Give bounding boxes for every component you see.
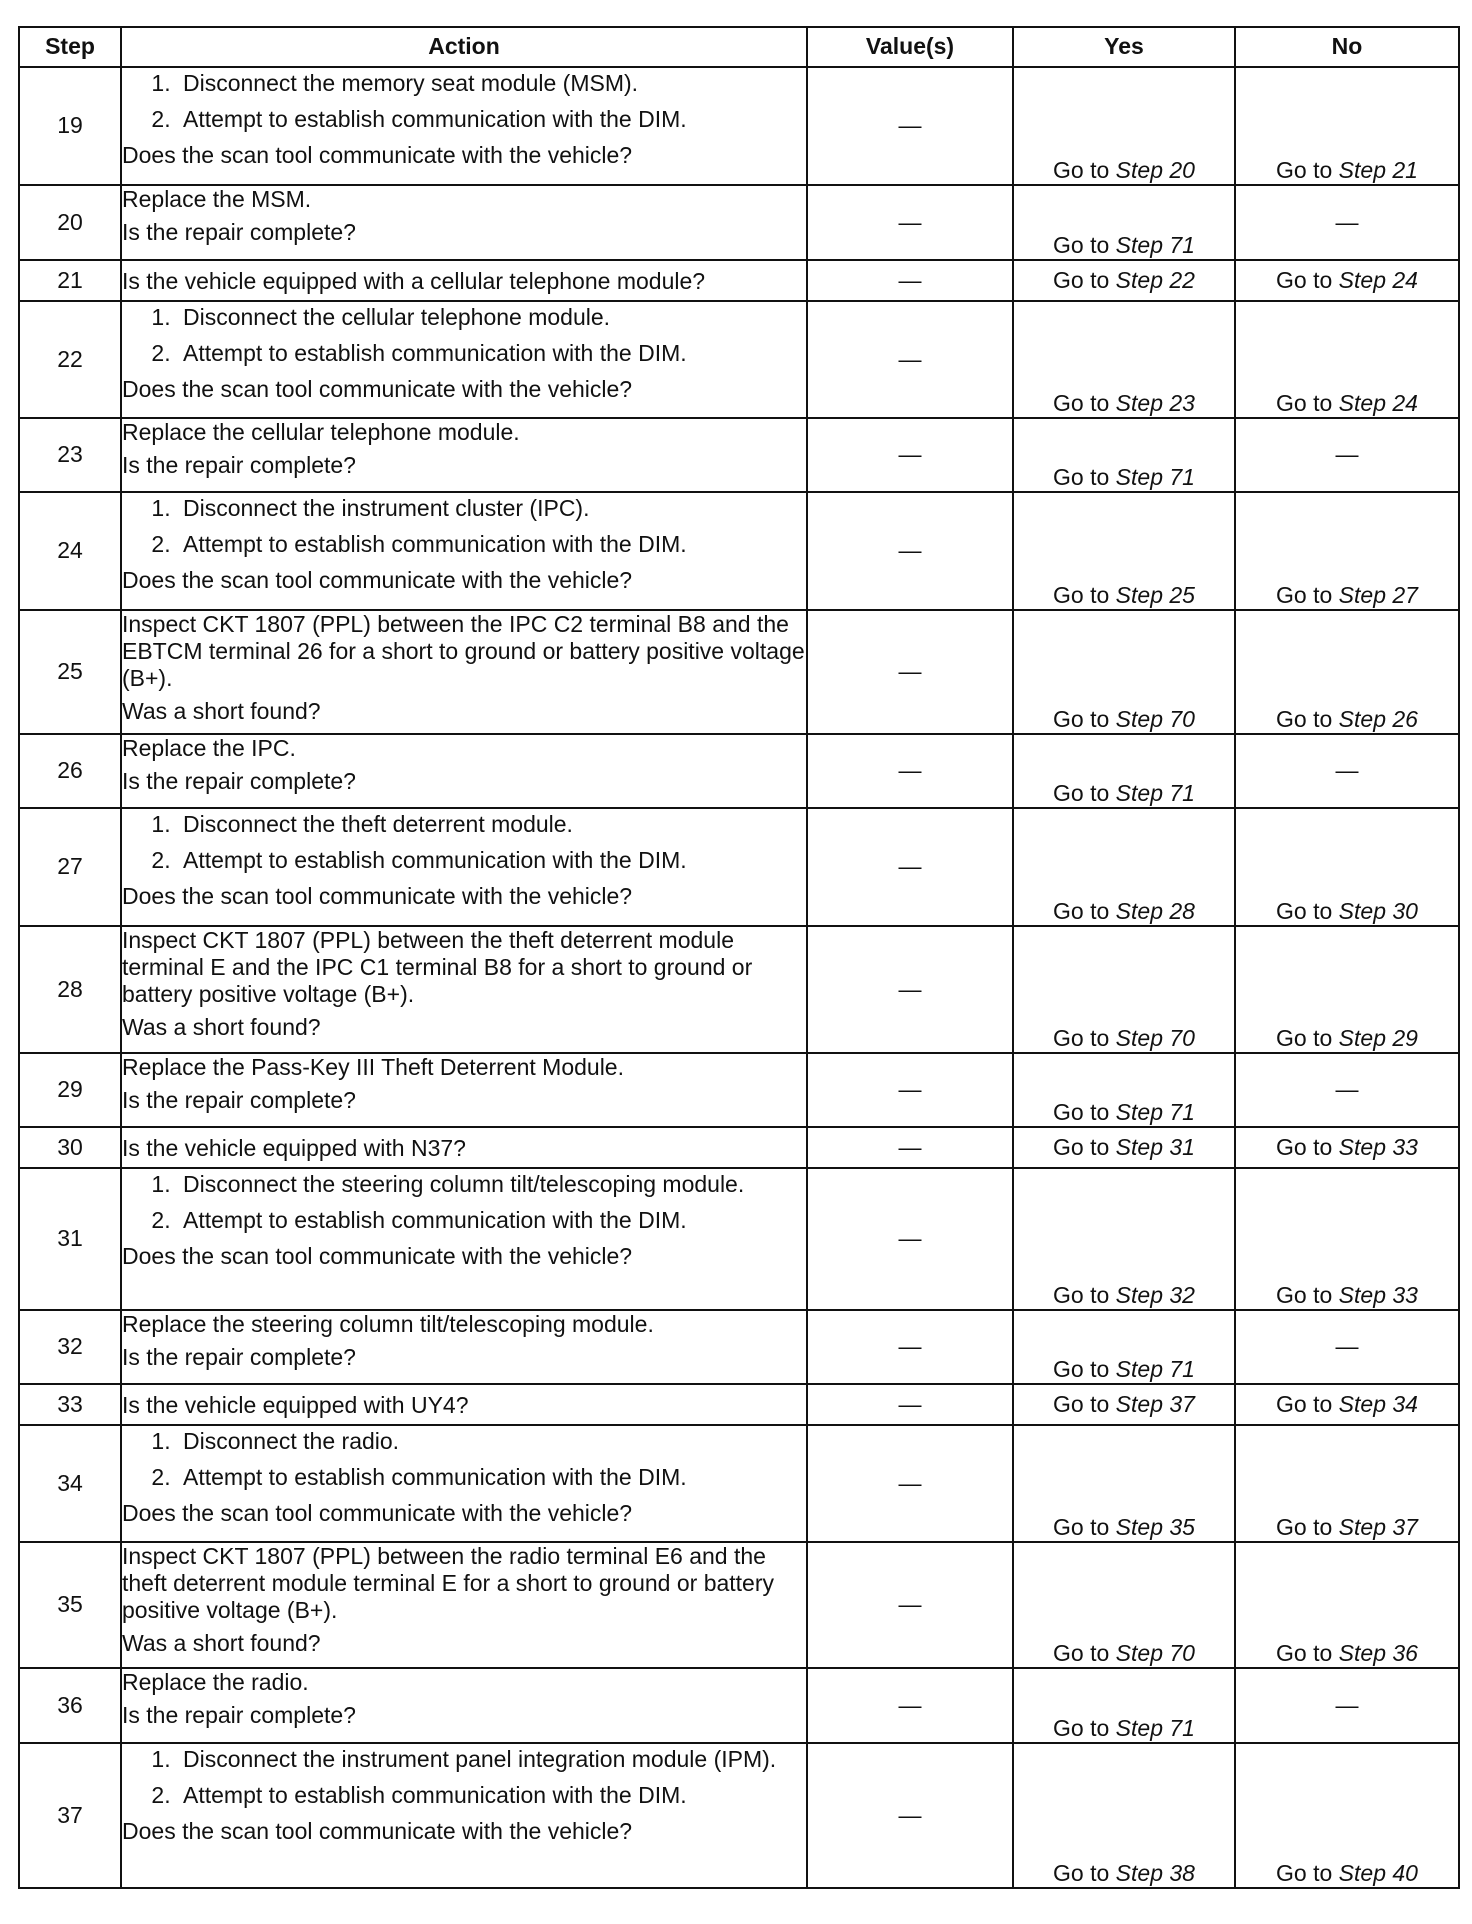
go-to-label: Go to	[1053, 705, 1116, 732]
go-to-label: Go to	[1276, 266, 1339, 293]
value-cell	[807, 1053, 1013, 1127]
header-yes: Yes	[1013, 27, 1235, 67]
action-text: Inspect CKT 1807 (PPL) between the radio terminal E6 and the theft deterrent module terminal E for a short to ground or battery positive voltage (B+).	[122, 1543, 775, 1624]
value-cell	[807, 260, 1013, 301]
action-step: 1. Disconnect the memory seat module (MSM).	[177, 70, 806, 97]
yes-step-ref: Step 28	[1115, 897, 1195, 924]
yes-step-ref: Step 20	[1115, 156, 1195, 183]
yes-step-ref: Step 37	[1115, 1390, 1195, 1417]
value-cell	[807, 185, 1013, 260]
yes-step-ref: Step 32	[1115, 1281, 1195, 1308]
no-step-ref: Step 26	[1338, 705, 1418, 732]
action-cell	[121, 260, 807, 301]
yes-cell	[1013, 1425, 1235, 1542]
go-to-label: Go to	[1053, 231, 1116, 258]
step-number: 19	[19, 67, 121, 185]
action-cell	[121, 1168, 807, 1310]
go-to-label: Go to	[1276, 1281, 1339, 1308]
action-question: Was a short found?	[122, 698, 321, 725]
yes-step-ref: Step 25	[1115, 581, 1195, 608]
go-to-label: Go to	[1053, 1355, 1116, 1382]
go-to-label: Go to	[1053, 1281, 1116, 1308]
action-steps-list	[122, 495, 806, 558]
no-cell	[1235, 260, 1459, 301]
value-dash: —	[898, 441, 922, 468]
yes-cell	[1013, 1053, 1235, 1127]
action-cell	[121, 492, 807, 610]
action-steps-list	[122, 1746, 806, 1809]
table-row	[19, 301, 1459, 418]
go-to-label: Go to	[1276, 1859, 1339, 1886]
action-text: Replace the radio.	[122, 1669, 309, 1695]
table-row	[19, 67, 1459, 185]
yes-cell	[1013, 260, 1235, 301]
no-step-ref: Step 34	[1338, 1390, 1418, 1417]
action-question: Is the vehicle equipped with a cellular telephone module?	[122, 267, 706, 294]
action-cell	[121, 1743, 807, 1888]
go-to-label: Go to	[1053, 1024, 1116, 1051]
table-row	[19, 926, 1459, 1053]
action-cell	[121, 610, 807, 734]
action-text: Replace the IPC.	[122, 735, 296, 761]
value-cell	[807, 301, 1013, 418]
go-to-label: Go to	[1053, 1133, 1116, 1160]
table-row	[19, 1425, 1459, 1542]
no-cell	[1235, 301, 1459, 418]
yes-step-ref: Step 70	[1115, 705, 1195, 732]
action-step: 1. Disconnect the steering column tilt/telescoping module.	[177, 1171, 806, 1198]
no-step-ref: Step 40	[1338, 1859, 1418, 1886]
yes-cell	[1013, 418, 1235, 492]
action-question: Is the repair complete?	[122, 219, 356, 246]
yes-cell	[1013, 67, 1235, 185]
step-number: 37	[19, 1743, 121, 1888]
yes-cell	[1013, 610, 1235, 734]
value-dash: —	[898, 757, 922, 784]
no-cell	[1235, 418, 1459, 492]
no-cell	[1235, 1168, 1459, 1310]
go-to-label: Go to	[1053, 463, 1116, 490]
no-dash: —	[1335, 1691, 1359, 1718]
no-step-ref: Step 33	[1338, 1133, 1418, 1160]
action-question: Does the scan tool communicate with the vehicle?	[122, 1243, 633, 1270]
yes-cell	[1013, 1310, 1235, 1384]
no-dash: —	[1335, 441, 1359, 468]
action-question: Was a short found?	[122, 1630, 321, 1657]
no-step-ref: Step 24	[1338, 266, 1418, 293]
yes-step-ref: Step 71	[1115, 1714, 1195, 1741]
value-dash: —	[898, 658, 922, 685]
yes-cell	[1013, 301, 1235, 418]
yes-step-ref: Step 23	[1115, 389, 1195, 416]
value-cell	[807, 1384, 1013, 1425]
go-to-label: Go to	[1053, 1513, 1116, 1540]
value-cell	[807, 1168, 1013, 1310]
no-dash: —	[1335, 1333, 1359, 1360]
action-cell	[121, 1425, 807, 1542]
step-number: 31	[19, 1168, 121, 1310]
go-to-label: Go to	[1276, 389, 1339, 416]
step-number: 25	[19, 610, 121, 734]
step-number: 23	[19, 418, 121, 492]
value-cell	[807, 1127, 1013, 1168]
header-row	[19, 27, 1459, 67]
go-to-label: Go to	[1276, 1639, 1339, 1666]
go-to-label: Go to	[1053, 1098, 1116, 1125]
action-cell	[121, 1127, 807, 1168]
action-question: Does the scan tool communicate with the vehicle?	[122, 883, 633, 910]
yes-step-ref: Step 71	[1115, 231, 1195, 258]
action-question: Is the vehicle equipped with N37?	[122, 1134, 466, 1161]
no-cell	[1235, 1668, 1459, 1743]
yes-step-ref: Step 71	[1115, 463, 1195, 490]
table-row	[19, 1168, 1459, 1310]
value-dash: —	[898, 1801, 922, 1828]
action-cell	[121, 1310, 807, 1384]
action-step: 2. Attempt to establish communication with the DIM.	[177, 106, 806, 133]
yes-cell	[1013, 492, 1235, 610]
yes-step-ref: Step 22	[1115, 266, 1195, 293]
go-to-label: Go to	[1053, 581, 1116, 608]
action-question: Was a short found?	[122, 1014, 321, 1041]
action-cell	[121, 808, 807, 926]
go-to-label: Go to	[1276, 705, 1339, 732]
yes-cell	[1013, 1168, 1235, 1310]
action-cell	[121, 1053, 807, 1127]
no-dash: —	[1335, 208, 1359, 235]
value-dash: —	[898, 345, 922, 372]
yes-cell	[1013, 185, 1235, 260]
action-question: Does the scan tool communicate with the vehicle?	[122, 1500, 633, 1527]
action-step: 2. Attempt to establish communication with the DIM.	[177, 340, 806, 367]
no-cell	[1235, 492, 1459, 610]
go-to-label: Go to	[1053, 1714, 1116, 1741]
yes-step-ref: Step 71	[1115, 779, 1195, 806]
step-number: 22	[19, 301, 121, 418]
value-dash: —	[898, 975, 922, 1002]
no-cell	[1235, 1310, 1459, 1384]
table-body	[19, 67, 1459, 1888]
table-row	[19, 492, 1459, 610]
action-steps-list	[122, 811, 806, 874]
value-dash: —	[898, 1225, 922, 1252]
action-cell	[121, 734, 807, 808]
action-text: Replace the Pass-Key III Theft Deterrent Module.	[122, 1054, 624, 1080]
action-question: Is the repair complete?	[122, 1702, 356, 1729]
action-steps-list	[122, 304, 806, 367]
no-dash: —	[1335, 1076, 1359, 1103]
yes-cell	[1013, 734, 1235, 808]
yes-cell	[1013, 1743, 1235, 1888]
yes-cell	[1013, 926, 1235, 1053]
step-number: 24	[19, 492, 121, 610]
table-row	[19, 1668, 1459, 1743]
no-cell	[1235, 734, 1459, 808]
table-row	[19, 1743, 1459, 1888]
go-to-label: Go to	[1053, 156, 1116, 183]
value-dash: —	[898, 208, 922, 235]
step-number: 21	[19, 260, 121, 301]
go-to-label: Go to	[1053, 1859, 1116, 1886]
action-step: 1. Disconnect the instrument panel integration module (IPM).	[177, 1746, 806, 1773]
no-cell	[1235, 610, 1459, 734]
value-dash: —	[898, 1591, 922, 1618]
step-number: 33	[19, 1384, 121, 1425]
action-cell	[121, 301, 807, 418]
table-row	[19, 1384, 1459, 1425]
action-cell	[121, 926, 807, 1053]
no-step-ref: Step 33	[1338, 1281, 1418, 1308]
action-question: Is the repair complete?	[122, 1087, 356, 1114]
action-question: Does the scan tool communicate with the vehicle?	[122, 567, 633, 594]
value-cell	[807, 926, 1013, 1053]
no-step-ref: Step 37	[1338, 1513, 1418, 1540]
value-dash: —	[898, 1333, 922, 1360]
action-question: Is the repair complete?	[122, 452, 356, 479]
value-cell	[807, 610, 1013, 734]
value-dash: —	[898, 1469, 922, 1496]
no-cell	[1235, 1542, 1459, 1668]
go-to-label: Go to	[1276, 1390, 1339, 1417]
value-dash: —	[898, 1390, 922, 1417]
action-question: Is the repair complete?	[122, 1344, 356, 1371]
value-dash: —	[898, 853, 922, 880]
yes-step-ref: Step 31	[1115, 1133, 1195, 1160]
value-cell	[807, 67, 1013, 185]
value-dash: —	[898, 1133, 922, 1160]
no-cell	[1235, 1053, 1459, 1127]
no-cell	[1235, 67, 1459, 185]
go-to-label: Go to	[1053, 1639, 1116, 1666]
yes-cell	[1013, 1542, 1235, 1668]
action-question: Does the scan tool communicate with the vehicle?	[122, 142, 633, 169]
no-step-ref: Step 24	[1338, 389, 1418, 416]
table-row	[19, 1053, 1459, 1127]
action-text: Inspect CKT 1807 (PPL) between the IPC C2 terminal B8 and the EBTCM terminal 26 for a short to ground or battery positive voltage (B+).	[122, 611, 805, 692]
action-question: Does the scan tool communicate with the vehicle?	[122, 1818, 633, 1845]
no-step-ref: Step 29	[1338, 1024, 1418, 1051]
action-step: 2. Attempt to establish communication with the DIM.	[177, 847, 806, 874]
step-number: 28	[19, 926, 121, 1053]
action-cell	[121, 67, 807, 185]
header-step: Step	[19, 27, 121, 67]
table-row	[19, 1542, 1459, 1668]
header-no: No	[1235, 27, 1459, 67]
go-to-label: Go to	[1053, 389, 1116, 416]
header-values: Value(s)	[807, 27, 1013, 67]
no-step-ref: Step 21	[1338, 156, 1418, 183]
yes-step-ref: Step 71	[1115, 1098, 1195, 1125]
yes-step-ref: Step 35	[1115, 1513, 1195, 1540]
action-question: Is the repair complete?	[122, 768, 356, 795]
action-step: 1. Disconnect the radio.	[177, 1428, 806, 1455]
go-to-label: Go to	[1276, 897, 1339, 924]
action-step: 2. Attempt to establish communication with the DIM.	[177, 531, 806, 558]
table-row	[19, 260, 1459, 301]
value-dash: —	[898, 1076, 922, 1103]
action-question: Does the scan tool communicate with the vehicle?	[122, 376, 633, 403]
no-dash: —	[1335, 757, 1359, 784]
no-cell	[1235, 1743, 1459, 1888]
yes-step-ref: Step 70	[1115, 1639, 1195, 1666]
action-text: Replace the cellular telephone module.	[122, 419, 520, 445]
yes-step-ref: Step 70	[1115, 1024, 1195, 1051]
step-number: 29	[19, 1053, 121, 1127]
value-cell	[807, 734, 1013, 808]
action-steps-list	[122, 1428, 806, 1491]
table-row	[19, 1127, 1459, 1168]
no-step-ref: Step 30	[1338, 897, 1418, 924]
go-to-label: Go to	[1276, 1024, 1339, 1051]
no-cell	[1235, 808, 1459, 926]
go-to-label: Go to	[1276, 581, 1339, 608]
action-step: 1. Disconnect the instrument cluster (IPC).	[177, 495, 806, 522]
action-step: 1. Disconnect the theft deterrent module.	[177, 811, 806, 838]
table-row	[19, 418, 1459, 492]
action-step: 2. Attempt to establish communication with the DIM.	[177, 1207, 806, 1234]
step-number: 20	[19, 185, 121, 260]
value-dash: —	[898, 266, 922, 293]
header-action: Action	[121, 27, 807, 67]
step-number: 35	[19, 1542, 121, 1668]
table-row	[19, 1310, 1459, 1384]
action-steps-list	[122, 1171, 806, 1234]
action-cell	[121, 1668, 807, 1743]
action-text: Replace the MSM.	[122, 186, 312, 212]
go-to-label: Go to	[1276, 156, 1339, 183]
no-cell	[1235, 926, 1459, 1053]
no-cell	[1235, 1384, 1459, 1425]
value-cell	[807, 1743, 1013, 1888]
action-text: Inspect CKT 1807 (PPL) between the theft deterrent module terminal E and the IPC C1 terminal B8 for a short to ground or battery positive voltage (B+).	[122, 927, 753, 1008]
no-step-ref: Step 36	[1338, 1639, 1418, 1666]
value-cell	[807, 492, 1013, 610]
yes-cell	[1013, 1668, 1235, 1743]
action-cell	[121, 418, 807, 492]
action-cell	[121, 185, 807, 260]
yes-cell	[1013, 1127, 1235, 1168]
go-to-label: Go to	[1276, 1513, 1339, 1540]
go-to-label: Go to	[1053, 266, 1116, 293]
step-number: 36	[19, 1668, 121, 1743]
value-dash: —	[898, 1691, 922, 1718]
table-row	[19, 610, 1459, 734]
go-to-label: Go to	[1276, 1133, 1339, 1160]
value-dash: —	[898, 112, 922, 139]
action-question: Is the vehicle equipped with UY4?	[122, 1391, 469, 1418]
action-text: Replace the steering column tilt/telescoping module.	[122, 1311, 654, 1337]
action-step: 1. Disconnect the cellular telephone module.	[177, 304, 806, 331]
yes-cell	[1013, 808, 1235, 926]
action-step: 2. Attempt to establish communication with the DIM.	[177, 1464, 806, 1491]
value-cell	[807, 1425, 1013, 1542]
table-row	[19, 734, 1459, 808]
no-cell	[1235, 1425, 1459, 1542]
value-cell	[807, 1668, 1013, 1743]
go-to-label: Go to	[1053, 1390, 1116, 1417]
action-cell	[121, 1542, 807, 1668]
value-cell	[807, 1542, 1013, 1668]
action-cell	[121, 1384, 807, 1425]
step-number: 27	[19, 808, 121, 926]
value-cell	[807, 808, 1013, 926]
step-number: 34	[19, 1425, 121, 1542]
step-number: 30	[19, 1127, 121, 1168]
action-step: 2. Attempt to establish communication with the DIM.	[177, 1782, 806, 1809]
value-cell	[807, 1310, 1013, 1384]
step-number: 32	[19, 1310, 121, 1384]
action-steps-list	[122, 70, 806, 133]
value-cell	[807, 418, 1013, 492]
yes-cell	[1013, 1384, 1235, 1425]
diagnostic-table	[18, 26, 1460, 1889]
table-row	[19, 808, 1459, 926]
table-row	[19, 185, 1459, 260]
go-to-label: Go to	[1053, 897, 1116, 924]
no-cell	[1235, 185, 1459, 260]
yes-step-ref: Step 71	[1115, 1355, 1195, 1382]
step-number: 26	[19, 734, 121, 808]
yes-step-ref: Step 38	[1115, 1859, 1195, 1886]
value-dash: —	[898, 537, 922, 564]
go-to-label: Go to	[1053, 779, 1116, 806]
no-cell	[1235, 1127, 1459, 1168]
no-step-ref: Step 27	[1338, 581, 1418, 608]
